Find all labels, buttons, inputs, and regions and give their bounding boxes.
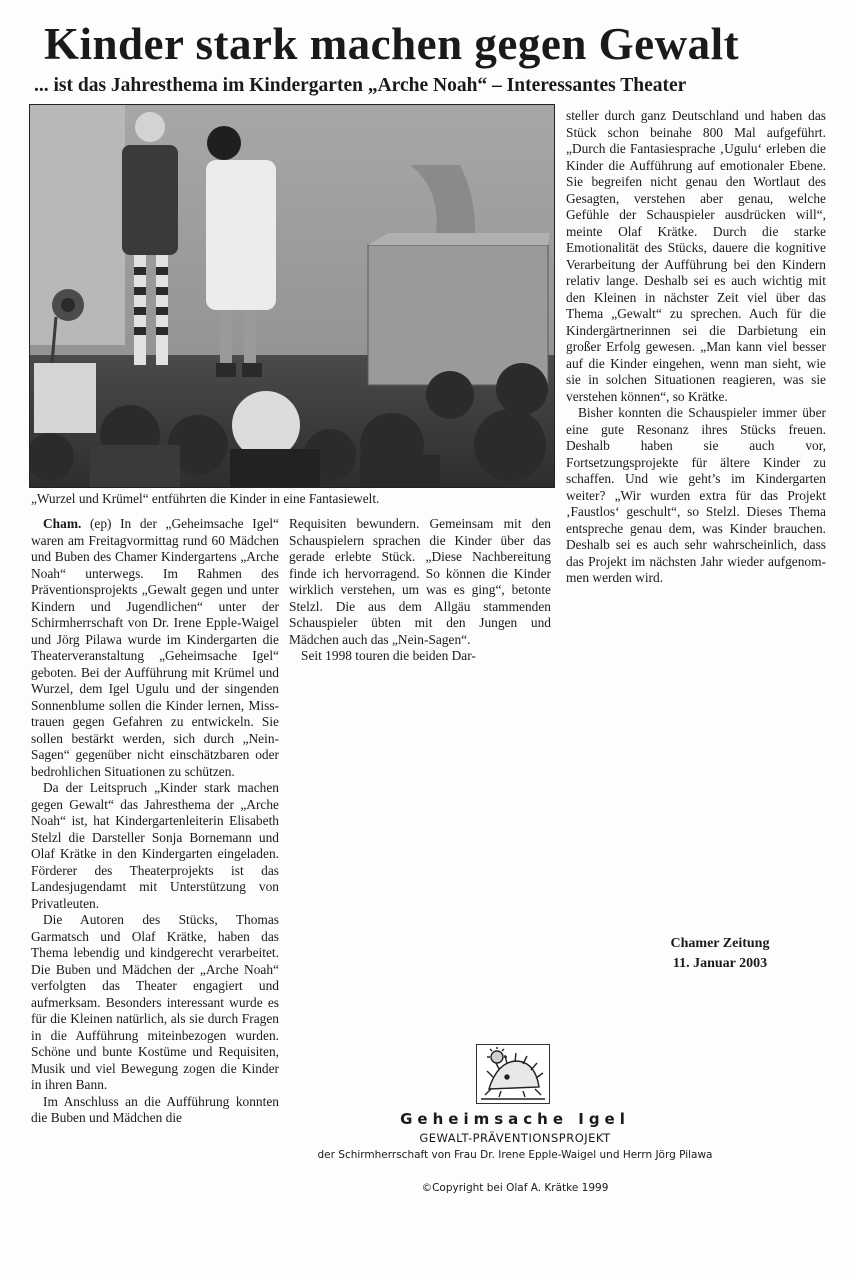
photo-caption: „Wurzel und Krümel“ entführten die Kinder in eine Fantasiewelt. <box>31 491 380 506</box>
article-paragraph: Im Anschluss an die Aufführung konnten die Buben und Mädchen die <box>31 1093 279 1125</box>
article-paragraph: Requisiten bewundern. Gemeinsam mit den Schauspielern sprachen die Kinder über das gerade erlebte Stück. „Diese Nachbereitung finde ich hervorragend. So können die Kinder wirklich verstehen, um was es ging“, betonte Stelzl. Die aus dem Allgäu stammenden Schauspieler übten mit den Jungen und Mädchen auch das „Nein-Sagen“. <box>289 516 551 647</box>
copyright-notice: ©Copyright bei Olaf A. Krätke 1999 <box>421 1182 609 1194</box>
article-paragraph: Seit 1998 touren die beiden Dar- <box>301 648 476 663</box>
newspaper-name: Chamer Zeitung <box>670 936 770 951</box>
subheadline: ... ist das Jahresthema im Kindergarten „Arche Noah“ – Interessantes Theater <box>34 75 687 96</box>
headline: Kinder stark machen gegen Gewalt <box>44 19 740 69</box>
article-photo <box>29 104 555 488</box>
project-footer <box>270 1108 760 1196</box>
article-column-3 <box>566 108 826 587</box>
source-credit <box>620 934 820 974</box>
article-paragraph: Die Autoren des Stücks, Thomas Garmatsch und Olaf Krätke, haben das Thema lebendig und kindgerecht verarbeitet. Die Buben und Mädchen der „Arche Noah“ verfolgten das Theater engagiert und aufmerksam. Besonders interessant wurde es für die Kleinen natürlich, als sie durch Fragen in die Aufführung miteinbezogen wurden. Schöne und bunte Kostüme und Requisiten, Musik und viel Bewegung zogen die Kinder in ihren Bann. <box>31 912 279 1092</box>
article-column-1 <box>31 516 279 1127</box>
hedgehog-logo-icon <box>476 1044 550 1104</box>
article-paragraph: steller durch ganz Deutschland und haben das Stück schon beinahe 800 Mal aufgeführt. „Durch die Fantasiesprache ‚Ugulu‘ erleben die Kinder die Aufführung auf emotionaler Ebene. Sie begreifen nicht genau den Wortlaut des Gesagten, verstehen aber genau, welche Gefühle der Schauspieler ausdrücken will“, meinte Olaf Krätke. Durch die starke Emotionalität des Stücks, dauere die kognitive Verarbeitung der Aufführung bei den Kindern relativ lange. Deshalb sei es auch wichtig mit den Kleinen in nächster Zeit viel über das Thema „Gewalt“ zu sprechen. Auch für die Kindergärtnerinnen sei die Darbietung ein großer Erfolg gewesen. „Man kann viel besser auf die Kinder eingehen, wenn man sieht, wie sie in solchen Situationen reagieren, was sie verstehen können“, so Krätke. <box>566 108 826 404</box>
project-subtitle: GEWALT-PRÄVENTIONSPROJEKT <box>419 1131 611 1145</box>
article-paragraph: Cham. (ep) In der „Geheimsache Igel“ waren am Freitagvormittag rund 60 Mädchen und Buben des Chamer Kindergartens „Arche Noah“ unterwegs. Im Rahmen des Präventionsprojekts „Gewalt gegen und unter Kindern und Jugendlichen“ unter der Schirmherrschaft von Dr. Irene Epple-Waigel und Jörg Pilawa wurde im Kindergarten die Theaterveranstaltung „Geheimsache Igel“ geboten. Bei der Aufführung mit Krümel und Wurzel, dem Igel Ugulu und der singenden Sonnenblume sollen die Kinder lernen, Misstrauen gegen Gefahren zu entwickeln. Sie sollen bestärkt werden, sich durch „Nein-Sagen“ gegenüber nicht einschätzbaren oder bedrohlichen Situationen zu schützen. <box>31 516 279 779</box>
article-paragraph: Da der Leitspruch „Kinder stark machen gegen Gewalt“ das Jahresthema der „Arche Noah“ ist, hat Kindergartenleiterin Elisabeth Stelzl die Darsteller Sonja Bornemann und Olaf Krätke in den Kindergarten eingeladen. Förderer des Theaterprojekts ist das Landesjugendamt mit Unterstützung von Privatleuten. <box>31 780 279 911</box>
article-paragraph: Bisher konnten die Schauspieler immer über eine gute Resonanz ihres Stücks freuen. Deshalb haben sie auch vor, Fortsetzungsprojekte für ältere Kinder zu schaffen. Und wie geht’s im Kindergarten weiter? „Wir wurden extra für das Projekt ‚Faustlos‘ geschult“, so Stelzl. Dieses Thema entspreche genau dem, was Kinder brauchen. Deshalb sei es auch sehr wahrscheinlich, dass das Projekt im nächsten Jahr wieder aufgenommen werden wird. <box>566 405 826 585</box>
dateline: Cham. <box>43 516 82 531</box>
publication-date: 11. Januar 2003 <box>672 956 768 971</box>
article-column-2 <box>289 516 551 665</box>
project-title: Geheimsache Igel <box>400 1110 630 1128</box>
theater-scene-image <box>30 105 554 487</box>
patronage-line: der Schirmherrschaft von Frau Dr. Irene Epple-Waigel und Herrn Jörg Pilawa <box>317 1149 713 1161</box>
